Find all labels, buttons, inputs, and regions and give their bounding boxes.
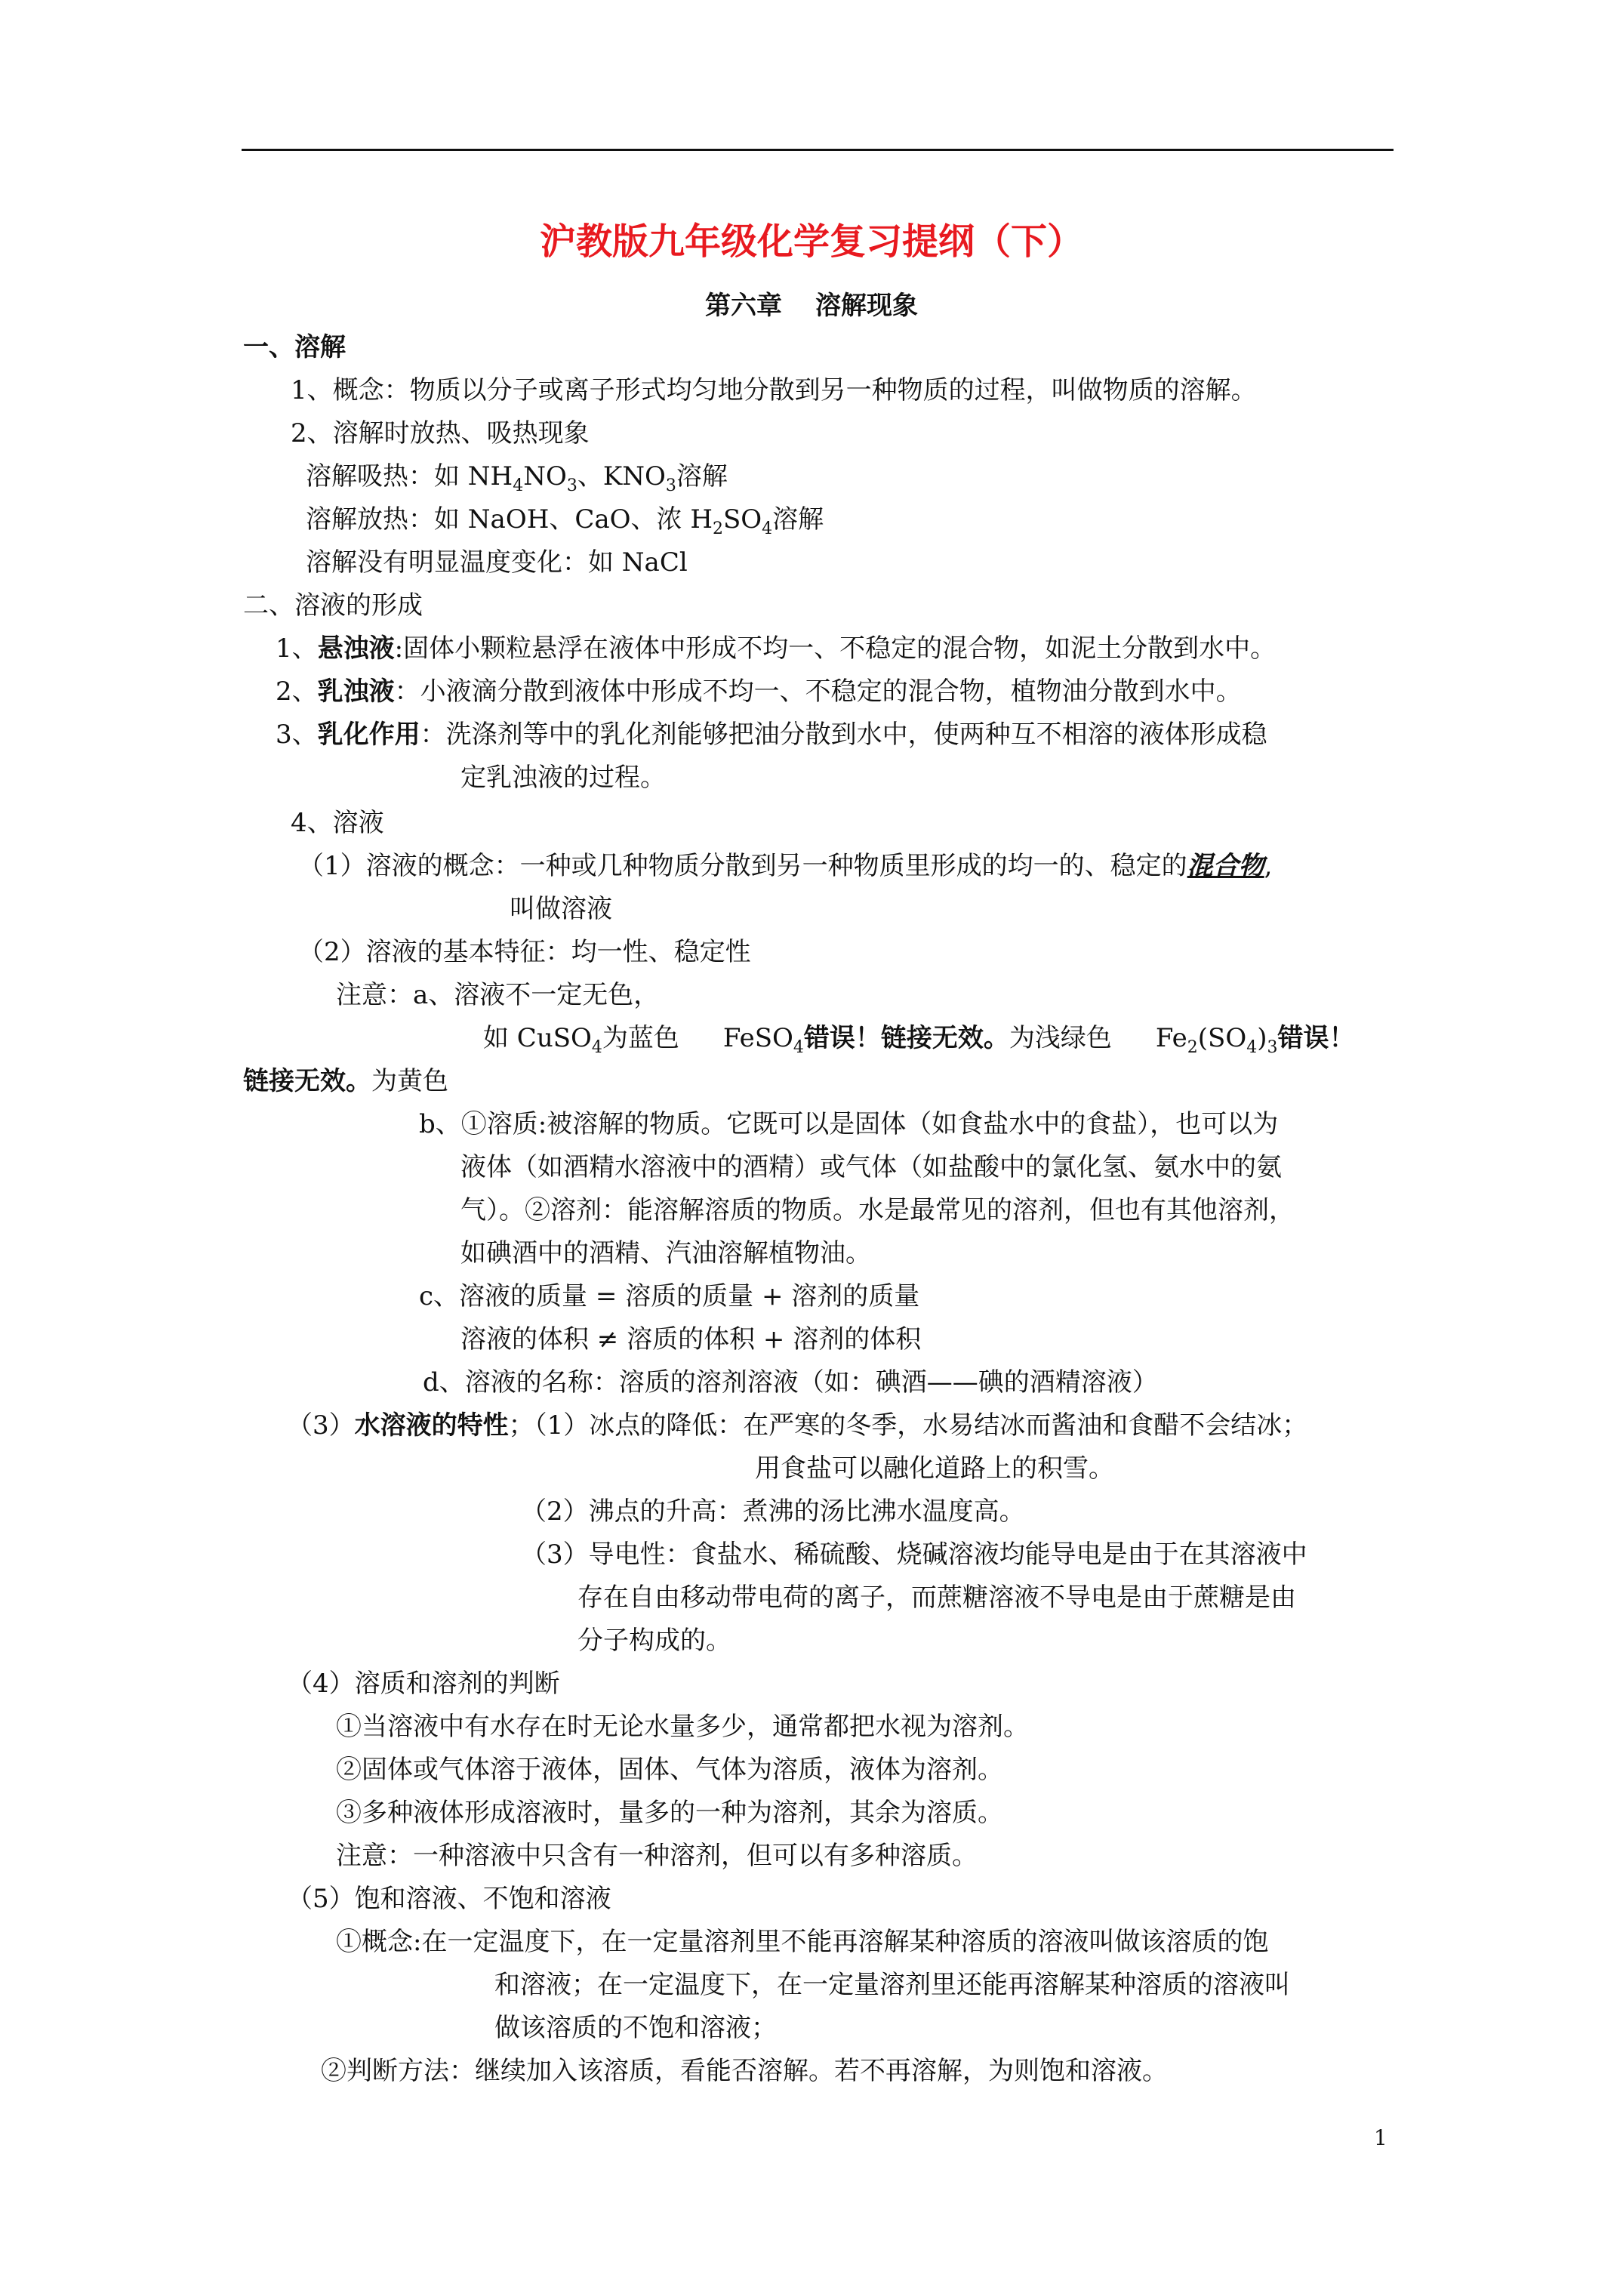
text: ：小液滴分散到液体中形成不均一、不稳定的混合物，植物油分散到水中。: [394, 676, 1242, 707]
section-heading-dissolution: 一、溶解: [243, 332, 346, 362]
emulsification-cont: 定乳浊液的过程。: [460, 763, 666, 793]
conductivity-line-3: 分子构成的。: [577, 1626, 731, 1656]
text: 溶解: [676, 461, 728, 492]
text: （3）: [287, 1410, 355, 1441]
solute-solvent-heading: （4）溶质和溶剂的判断: [287, 1669, 560, 1699]
text: 2、: [276, 676, 318, 707]
suspension-line: [276, 633, 1276, 664]
term: 悬浊液: [317, 633, 395, 664]
note-a-cont: [243, 1066, 448, 1096]
error-text: 错误！: [1277, 1023, 1355, 1053]
subscript: 3: [566, 476, 577, 495]
error-text: 链接无效。: [243, 1066, 371, 1096]
underlined-term: 混合物: [1187, 851, 1264, 881]
text: 如 CuSO: [483, 1023, 592, 1053]
rule-1-line: ①当溶液中有水存在时无论水量多少，通常都把水视为溶剂。: [336, 1712, 1029, 1742]
term: 水溶液的特性: [354, 1410, 509, 1441]
heat-heading: 2、溶解时放热、吸热现象: [291, 418, 590, 448]
no-change-line: 溶解没有明显温度变化：如 NaCl: [306, 547, 688, 578]
subscript: 4: [762, 519, 773, 538]
aqueous-properties-cont: 用食盐可以融化道路上的积雪。: [755, 1453, 1114, 1484]
saturated-heading: （5）饱和溶液、不饱和溶液: [287, 1884, 611, 1914]
text: 、KNO: [577, 461, 666, 492]
text: （1）溶液的概念：一种或几种物质分散到另一种物质里形成的均一的、稳定的: [298, 851, 1187, 881]
endothermic-line: [306, 461, 728, 501]
chapter-name: 溶解现象: [815, 291, 918, 321]
text: SO: [722, 504, 762, 535]
saturated-judgement-line: ②判断方法：继续加入该溶质，看能否溶解。若不再溶解，为则饱和溶液。: [321, 2056, 1168, 2086]
saturated-concept-1: ①概念:在一定温度下，在一定量溶剂里不能再溶解某种溶质的溶液叫做该溶质的饱: [336, 1927, 1269, 1957]
note-a-line: 注意：a、溶液不一定无色，: [336, 980, 660, 1010]
text: 溶解: [772, 504, 824, 535]
saturated-concept-2: 和溶液；在一定温度下，在一定量溶剂里还能再溶解某种溶质的溶液叫: [494, 1970, 1290, 2000]
solution-heading: 4、溶液: [291, 808, 384, 838]
emulsification-line: [276, 720, 1267, 750]
text: ,: [1264, 851, 1273, 881]
text: ): [1257, 1023, 1267, 1053]
note-a-colors-line: [483, 1023, 1354, 1063]
note-c-line-1: c、溶液的质量 = 溶质的质量 + 溶剂的质量: [419, 1281, 920, 1311]
conductivity-line-2: 存在自由移动带电荷的离子，而蔗糖溶液不导电是由于蔗糖是由: [577, 1583, 1296, 1613]
subscript: 3: [1267, 1037, 1278, 1057]
solution-concept-line: [298, 851, 1272, 881]
note-c-line-2: 溶液的体积 ≠ 溶质的体积 + 溶剂的体积: [460, 1324, 922, 1354]
chapter-number: 第六章: [705, 291, 782, 321]
conductivity-line-1: （3）导电性：食盐水、稀硫酸、烧碱溶液均能导电是由于在其溶液中: [521, 1539, 1307, 1570]
subscript: 2: [1187, 1037, 1198, 1057]
solution-features-line: （2）溶液的基本特征：均一性、稳定性: [298, 937, 751, 967]
rule-2-line: ②固体或气体溶于液体，固体、气体为溶质，液体为溶剂。: [336, 1755, 1003, 1785]
rule-3-line: ③多种液体形成溶液时，量多的一种为溶剂，其余为溶质。: [336, 1798, 1003, 1828]
note-b-line-2: 液体（如酒精水溶液中的酒精）或气体（如盐酸中的氯化氢、氨水中的氨: [460, 1152, 1282, 1182]
subscript: 4: [793, 1037, 804, 1057]
emulsion-line: [276, 676, 1242, 707]
note-b-line-4: 如碘酒中的酒精、汽油溶解植物油。: [460, 1238, 871, 1268]
subscript: 3: [665, 476, 676, 495]
text: ；（1）冰点的降低：在严寒的冬季，水易结冰而酱油和食醋不会结冰；: [508, 1410, 1308, 1441]
text: Fe: [1155, 1023, 1187, 1053]
solution-concept-cont: 叫做溶液: [510, 894, 612, 924]
text: 3、: [276, 720, 318, 750]
term: 乳化作用: [317, 720, 420, 750]
chapter-heading: [0, 291, 1623, 321]
text: 为浅绿色: [1009, 1023, 1112, 1053]
subscript: 4: [513, 476, 524, 495]
aqueous-properties-line: [287, 1410, 1307, 1441]
text: 为黄色: [371, 1066, 448, 1096]
exothermic-line: [306, 504, 824, 544]
term: 乳浊液: [317, 676, 395, 707]
text: FeSO: [722, 1023, 793, 1053]
header-rule: [242, 149, 1394, 151]
saturated-concept-3: 做该溶质的不饱和溶液；: [494, 2013, 777, 2043]
text: 为蓝色: [602, 1023, 679, 1053]
subscript: 4: [591, 1037, 602, 1057]
text: :固体小颗粒悬浮在液体中形成不均一、不稳定的混合物，如泥土分散到水中。: [394, 633, 1277, 664]
text: 1、: [276, 633, 318, 664]
subscript: 2: [712, 519, 723, 538]
concept-line: 1、概念：物质以分子或离子形式均匀地分散到另一种物质的过程，叫做物质的溶解。: [291, 375, 1257, 405]
rule-note-line: 注意：一种溶液中只含有一种溶剂，但可以有多种溶质。: [336, 1841, 978, 1871]
boiling-point-line: （2）沸点的升高：煮沸的汤比沸水温度高。: [521, 1496, 1025, 1527]
text: (SO: [1197, 1023, 1247, 1053]
section-heading-solution: 二、溶液的形成: [243, 590, 423, 621]
note-b-line-1: b、①溶质:被溶解的物质。它既可以是固体（如食盐水中的食盐），也可以为: [419, 1109, 1279, 1139]
page-number: 1: [1374, 2125, 1387, 2150]
error-text: 错误！链接无效。: [803, 1023, 1009, 1053]
subscript: 4: [1246, 1037, 1258, 1057]
document-title: 沪教版九年级化学复习提纲（下）: [539, 220, 1083, 263]
text: 溶解放热：如 NaOH、CaO、浓 H: [306, 504, 713, 535]
text: ：洗涤剂等中的乳化剂能够把油分散到水中，使两种互不相溶的液体形成稳: [420, 720, 1267, 750]
text: 溶解吸热：如 NH: [306, 461, 513, 492]
text: NO: [523, 461, 567, 492]
note-b-line-3: 气）。②溶剂：能溶解溶质的物质。水是最常见的溶剂，但也有其他溶剂，: [460, 1195, 1295, 1225]
note-d-line: d、溶液的名称：溶质的溶剂溶液（如：碘酒——碘的酒精溶液）: [423, 1367, 1158, 1398]
